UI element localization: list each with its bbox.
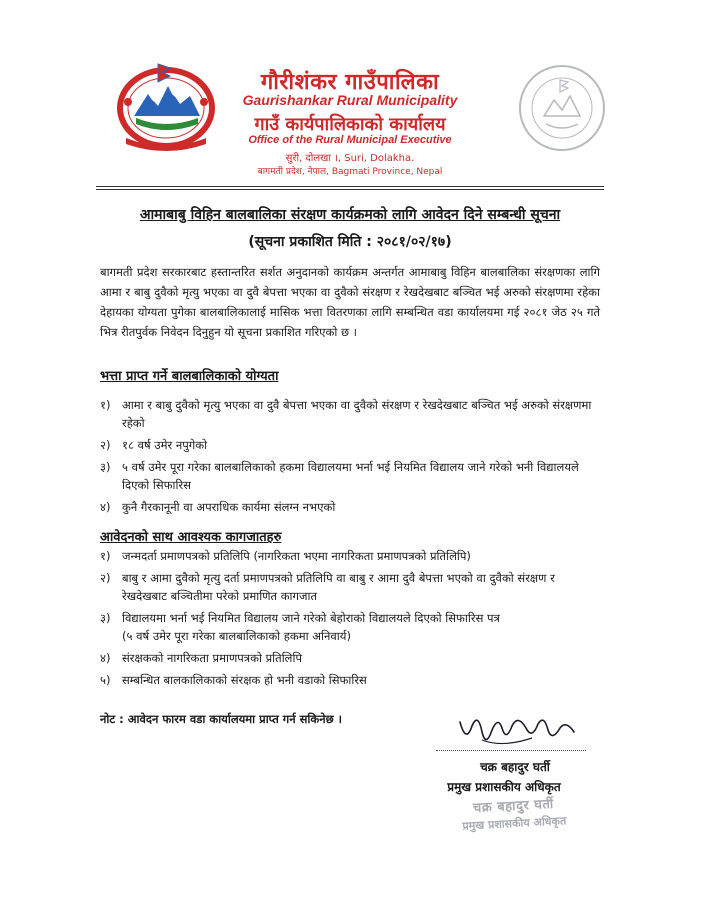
item-text: १८ वर्ष उमेर नपुगेको [122, 438, 208, 452]
item-text: संरक्षकको नागरिकता प्रमाणपत्रको प्रतिलिपि [122, 651, 302, 665]
name-stamp [443, 792, 585, 843]
item-text: बाबु र आमा दुवैको मृत्यु दर्ता प्रमाणपत्रको प्रतिलिपि वा बाबु र आमा दुवै बेपत्ता भएको वा दुवैको संरक्षण र रेखदेखबाट बञ्चितीमा परेको प्रमाणित कागजात [122, 571, 555, 603]
notice-body: बागमती प्रदेश सरकारबाट हस्तान्तरित सर्शत अनुदानको कार्यक्रम अन्तर्गत आमाबाबु विहिन बालबालिका संरक्षणका लागि आमा र बाबु दुवैको मृत्यु भएका वा दुवै बेपत्ता भएका वा दुवैको संरक्षण र रेखदेखबाट बञ्चित भई अरुको संरक्षणमा रहेका देहायका योग्यता पुगेका बालबालिकालाई मासिक भत्ता वितरणका लागि सम्बन्धित वडा कार्यालयमा गई २०८१ जेठ २५ गते भित्र रीतपुर्वक निवेदन दिनुहुन यो सूचना प्रकाशित गरिएको छ । [100, 265, 600, 339]
municipality-name-en: Gaurishankar Rural Municipality [242, 92, 458, 108]
item-text: विद्यालयमा भर्ना भई नियमित विद्यालय जाने गरेको बेहोराको विद्यालयले दिएको सिफारिस पत्र [122, 611, 500, 625]
documents-list [100, 547, 600, 693]
item-number: २) [100, 571, 111, 585]
list-item [100, 547, 600, 565]
list-item [100, 436, 600, 454]
item-number: ३) [100, 611, 111, 625]
stamp-name: चक्र बहादुर घर्ती [472, 796, 555, 817]
list-item [100, 609, 600, 645]
item-text: सम्बन्धित बालकालिकाको संरक्षक हो भनी वडाको सिफारिस [122, 673, 367, 687]
item-number: ४) [100, 500, 111, 514]
municipality-name-np: गौरीशंकर गाउँपालिका [260, 70, 440, 95]
item-number: ३) [100, 460, 111, 474]
header-divider [96, 186, 604, 187]
address-line-1: सुरी, दोलखा ।, Suri, Dolakha. [285, 153, 415, 164]
office-name-en: Office of the Rural Municipal Executive [248, 134, 452, 146]
signatory-title: प्रमुख प्रशासकीय अधिकृत [447, 780, 561, 794]
item-number: १) [100, 549, 111, 563]
office-name-np: गाउँ कार्यपालिकाको कार्यालय [254, 114, 446, 135]
item-number: ५) [100, 673, 111, 687]
item-text: आमा र बाबु दुवैको मृत्यु भएका वा दुवै बेपत्ता भएका वा दुवैको संरक्षण र रेखदेखबाट बञ्चित भई अरुको संरक्षणमा रहेको [122, 398, 592, 430]
eligibility-list [100, 396, 600, 520]
notice-title: आमाबाबु विहिन बालबालिका संरक्षण कार्यक्रमको लागि आवेदन दिने सम्बन्धी सूचना [139, 207, 561, 223]
list-item [100, 569, 600, 605]
item-number: ४) [100, 651, 111, 665]
item-number: १) [100, 398, 111, 412]
list-item [100, 671, 600, 689]
address-line-2: बागमती प्रदेश, नेपाल, Bagmati Province, Nepal [257, 167, 443, 177]
documents-heading: आवेदनको साथ आवश्यक कागजातहरु [100, 530, 282, 545]
item-number: २) [100, 438, 111, 452]
published-date: (सूचना प्रकाशित मिति : २०८१/०२/१७) [248, 234, 452, 250]
item-text: ५ वर्ष उमेर पूरा गरेका बालबालिकाको हकमा विद्यालयमा भर्ना भई नियमित विद्यालय जाने गरेको भनी विद्यालयले दिएको सिफारिस [122, 460, 579, 492]
office-seal-icon [516, 62, 608, 154]
list-item [100, 396, 600, 432]
item-subtext: (५ वर्ष उमेर पूरा गरेका बालबालिकाको हकमा अनिवार्य) [122, 629, 351, 643]
signatory-name: चक्र बहादुर घर्ती [480, 760, 550, 774]
eligibility-heading: भत्ता प्राप्त गर्ने बालबालिकाको योग्यता [100, 369, 279, 384]
item-text: कुनै गैरकानूनी वा अपराधिक कार्यमा संलग्न नभएको [122, 500, 336, 514]
item-text: जन्मदर्ता प्रमाणपत्रको प्रतिलिपि (नागरिकता भएमा नागरिकता प्रमाणपत्रको प्रतिलिपि) [122, 549, 471, 563]
header-divider-2 [96, 189, 604, 190]
note-text: नोट : आवेदन फारम वडा कार्यालयमा प्राप्त गर्न सकिनेछ । [100, 712, 343, 726]
list-item [100, 458, 600, 494]
list-item [100, 649, 600, 667]
stamp-title: प्रमुख प्रशासकीय अधिकृत [462, 814, 567, 833]
signature-line [436, 750, 586, 751]
list-item [100, 498, 600, 516]
signature-icon [452, 708, 582, 756]
